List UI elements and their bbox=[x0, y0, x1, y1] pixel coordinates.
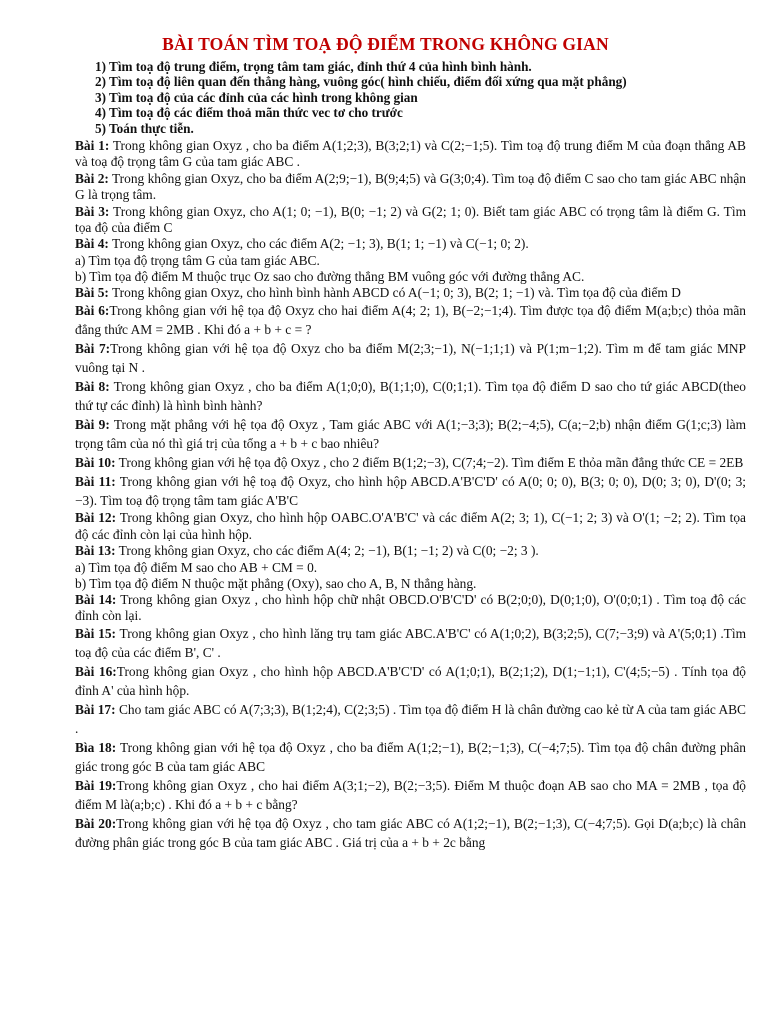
exercise-subitem: b) Tìm tọa độ điểm N thuộc mặt phẳng (Oxy), sao cho A, B, N thẳng hàng. bbox=[75, 575, 477, 591]
topic-list bbox=[95, 59, 746, 136]
exercise-text: Trong không gian với hệ tọa độ Oxyz cho hai điểm A(4; 2; 1), B(−2;−1;4). Tìm được tọa độ điểm M(a;b;c) thỏa mãn đẳng thức AM = 2MB . Khi đó a + b + c = ? bbox=[75, 303, 746, 338]
exercise-label: Bài 11: bbox=[75, 474, 116, 490]
exercise-text: Trong không gian Oxyz, cho hình bình hành ABCD có A(−1; 0; 3), B(2; 1; −1) và. Tìm tọa độ của điểm D bbox=[108, 284, 681, 300]
exercise-item bbox=[75, 138, 746, 171]
exercise-subitem: a) Tìm tọa độ điểm M sao cho AB + CM = 0. bbox=[75, 559, 318, 575]
exercise-text: Cho tam giác ABC có A(7;3;3), B(1;2;4), C(2;3;5) . Tìm tọa độ điểm H là chân đường cao kẻ từ A của tam giác ABC . bbox=[75, 702, 746, 737]
exercise-item bbox=[75, 301, 746, 339]
exercise-text: Trong không gian Oxyz, cho ba điểm A(2;9;−1), B(9;4;5) và G(3;0;4). Tìm toạ độ điểm C sao cho tam giác ABC nhận G là trọng tâm. bbox=[75, 170, 746, 203]
exercise-label: Bài 6: bbox=[75, 303, 110, 319]
exercise-item bbox=[75, 700, 746, 738]
exercise-label: Bài 7: bbox=[75, 341, 111, 357]
exercise-item bbox=[75, 339, 746, 377]
exercise-text: Trong không gian Oxyz, cho hình hộp OABC.O'A'B'C' và các điểm A(2; 3; 1), C(−1; 2; 3) và O'(1; −2; 2). Tìm tọa độ các đỉnh còn lại của hình hộp. bbox=[75, 510, 747, 542]
exercise-text: Trong không gian với hệ tọa độ Oxyz , cho 2 điểm B(1;2;−3), C(7;4;−2). Tìm điểm E thỏa mãn đẳng thức CE = 2EB bbox=[115, 455, 744, 471]
exercise-label: Bài 10: bbox=[75, 455, 116, 471]
topic-item: 5) Toán thực tiễn. bbox=[95, 120, 194, 136]
exercise-label: Bài 12: bbox=[75, 510, 117, 526]
exercise-label: Bài 15: bbox=[75, 626, 116, 642]
exercise-text: Trong không gian Oxyz , cho hình hộp ABCD.A'B'C'D' có A(1;0;1), B(2;1;2), D(1;−1;1), C'(4;5;−5) . Tính tọa độ đỉnh A' của hình hộp. bbox=[75, 664, 746, 699]
exercise-label: Bài 9: bbox=[75, 417, 110, 433]
exercise-text: Trong không gian với hệ tọa độ Oxyz , cho tam giác ABC có A(1;2;−1), B(2;−1;3), C(−4;7;5). Gọi D(a;b;c) là chân đường phân giác trong góc B của tam giác ABC . Giá trị của a + b + 2c bằng bbox=[75, 816, 747, 851]
exercise-item bbox=[75, 415, 746, 453]
topic-item: 2) Tìm toạ độ liên quan đến thẳng hàng, vuông góc( hình chiếu, điểm đối xứng qua mặt phẳng) bbox=[95, 74, 627, 90]
exercise-label: Bìa 18: bbox=[75, 740, 117, 756]
exercise-text: Trong không gian Oxyz, cho các điểm A(2; −1; 3), B(1; 1; −1) và C(−1; 0; 2). bbox=[108, 236, 529, 252]
exercise-text: Trong không gian Oxyz, cho A(1; 0; −1), B(0; −1; 2) và G(2; 1; 0). Biết tam giác ABC có trọng tâm là điểm G. Tìm tọa độ của điểm C bbox=[75, 203, 746, 236]
exercise-label: Bài 5: bbox=[75, 284, 109, 300]
exercise-label: Bài 17: bbox=[75, 702, 116, 718]
exercise-text: Trong không gian Oxyz , cho hình hộp chữ nhật OBCD.O'B'C'D' có B(2;0;0), D(0;1;0), O'(0;0;1) . Tìm toạ độ các đỉnh còn lại. bbox=[75, 591, 746, 623]
exercise-text: Trong không gian Oxyz , cho ba điểm A(1;2;3), B(3;2;1) và C(2;−1;5). Tìm toạ độ trung điểm M của đoạn thẳng AB và toạ độ trọng tâm G của tam giác ABC . bbox=[75, 138, 746, 170]
exercise-label: Bài 3: bbox=[75, 203, 110, 219]
exercise-text: Trong không gian Oxyz , cho hai điểm A(3;1;−2), B(2;−3;5). Điểm M thuộc đoạn AB sao cho MA = 2MB , tọa độ điểm M là(a;b;c) . Khi đó a + b + c bằng? bbox=[75, 778, 747, 813]
page-title: BÀI TOÁN TÌM TOẠ ĐỘ ĐIỂM TRONG KHÔNG GIAN bbox=[162, 34, 609, 54]
exercise-label: Bài 2: bbox=[75, 170, 109, 186]
exercise-item bbox=[75, 453, 746, 472]
exercise-item bbox=[75, 776, 746, 814]
exercise-text: Trong mặt phẳng với hệ tọa độ Oxyz , Tam giác ABC với A(1;−3;3); B(2;−4;5), C(a;−2;b) nhận điểm G(1;c;3) làm trọng tâm của nó thì giá trị của tổng a + b + c bao nhiêu? bbox=[75, 417, 746, 452]
exercise-item bbox=[75, 814, 746, 852]
exercise-label: Bài 20: bbox=[75, 816, 117, 832]
exercise-subitem: b) Tìm tọa độ điểm M thuộc trục Oz sao cho đường thẳng BM vuông góc với đường thẳng AC. bbox=[75, 268, 585, 284]
exercise-label: Bài 19: bbox=[75, 778, 117, 794]
exercise-label: Bài 8: bbox=[75, 379, 110, 395]
exercise-list bbox=[75, 138, 746, 852]
topic-item: 1) Tìm toạ độ trung điểm, trọng tâm tam giác, đỉnh thứ 4 của hình bình hành. bbox=[95, 59, 532, 74]
exercise-item bbox=[75, 236, 746, 252]
exercise-text: Trong không gian Oxyz , cho hình lăng trụ tam giác ABC.A'B'C' có A(1;0;2), B(3;2;5), C(7;−3;9) và A'(5;0;1) .Tìm toạ độ của các điểm B', C' . bbox=[75, 626, 746, 661]
exercise-item bbox=[75, 285, 746, 301]
exercise-label: Bài 1: bbox=[75, 138, 110, 154]
exercise-item bbox=[75, 543, 746, 559]
exercise-item bbox=[75, 624, 746, 662]
exercise-item bbox=[75, 662, 746, 700]
exercise-label: Bài 14: bbox=[75, 591, 117, 607]
exercise-item bbox=[75, 738, 746, 776]
exercise-label: Bài 13: bbox=[75, 543, 116, 559]
exercise-text: Trong không gian với hệ tọa độ Oxyz , cho ba điểm A(1;2;−1), B(2;−1;3), C(−4;7;5). Tìm tọa độ chân đường phân giác trong góc B của tam giác ABC bbox=[75, 740, 747, 775]
exercise-item bbox=[75, 592, 746, 625]
exercise-text: Trong không gian Oxyz, cho các điểm A(4; 2; −1), B(1; −1; 2) và C(0; −2; 3 ). bbox=[115, 543, 539, 559]
exercise-item bbox=[75, 510, 746, 543]
exercise-item bbox=[75, 377, 746, 415]
exercise-item bbox=[75, 472, 746, 510]
exercise-label: Bài 16: bbox=[75, 664, 117, 680]
topic-item: 3) Tìm toạ độ của các đỉnh của các hình trong không gian bbox=[95, 89, 418, 105]
exercise-item bbox=[75, 171, 746, 204]
exercise-subitem: a) Tìm tọa độ trọng tâm G của tam giác ABC. bbox=[75, 252, 320, 268]
exercise-text: Trong không gian với hệ tọa độ Oxyz cho ba điểm M(2;3;−1), N(−1;1;1) và P(1;m−1;2). Tìm m để tam giác MNP vuông tại N . bbox=[75, 341, 746, 376]
topic-item: 4) Tìm toạ độ các điểm thoả mãn thức vec tơ cho trước bbox=[95, 105, 403, 121]
exercise-label: Bài 4: bbox=[75, 236, 109, 252]
exercise-text: Trong không gian với hệ toạ độ Oxyz, cho hình hộp ABCD.A'B'C'D' có A(0; 0; 0), B(3; 0; 0), D(0; 3; 0), D'(0; 3; −3). Tìm toạ độ trọng tâm tam giác A'B'C bbox=[75, 474, 746, 509]
exercise-item bbox=[75, 204, 746, 237]
exercise-text: Trong không gian Oxyz , cho ba điểm A(1;0;0), B(1;1;0), C(0;1;1). Tìm tọa độ điểm D sao cho tứ giác ABCD(theo thứ tự các đỉnh) là hình bình hành? bbox=[75, 379, 746, 414]
